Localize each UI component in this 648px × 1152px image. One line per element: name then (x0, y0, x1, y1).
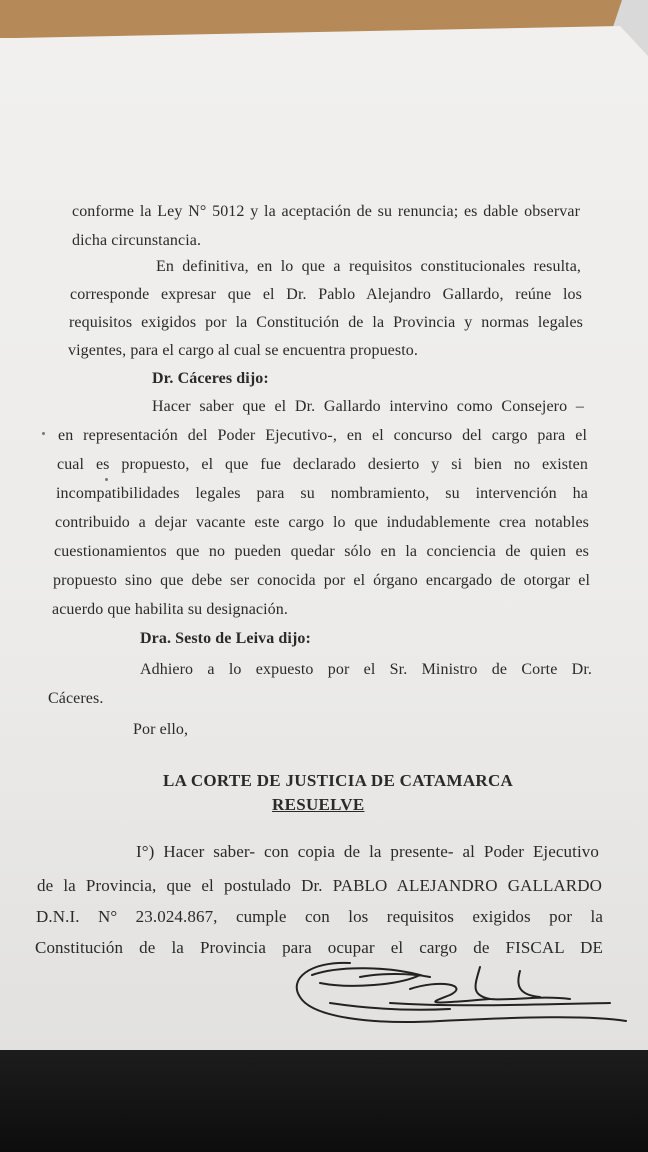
text-line: de la Provincia, que el postulado Dr. PABLO ALEJANDRO GALLARDO (37, 876, 602, 895)
text-line: D.N.I. N° 23.024.867, cumple con los requisitos exigidos por la (36, 907, 603, 926)
text-line: cuestionamientos que no pueden quedar sólo en la conciencia de quien es (54, 543, 589, 560)
text-line: Adhiero a lo expuesto por el Sr. Ministro de Corte Dr. (140, 661, 592, 678)
text-line: corresponde expresar que el Dr. Pablo Alejandro Gallardo, reúne los (70, 286, 582, 303)
text-line: I°) Hacer saber- con copia de la presente- al Poder Ejecutivo (136, 842, 599, 861)
text-line: cual es propuesto, el que fue declarado desierto y si bien no existen (57, 456, 588, 473)
text-line: dicha circunstancia. (72, 232, 202, 249)
text-line: requisitos exigidos por la Constitución de la Provincia y normas legales (69, 314, 583, 331)
signature (290, 955, 630, 1035)
speaker-heading: Dr. Cáceres dijo: (152, 370, 269, 387)
text-line: acuerdo que habilita su designación. (52, 601, 288, 618)
text-line: En definitiva, en lo que a requisitos constitucionales resulta, (156, 258, 581, 275)
text-line: propuesto sino que debe ser conocida por el órgano encargado de otorgar el (53, 572, 590, 589)
text-line: Hacer saber que el Dr. Gallardo intervino como Consejero – (152, 398, 584, 415)
text-line: Constitución de la Provincia para ocupar el cargo de FISCAL DE (35, 938, 603, 957)
text-line: conforme la Ley N° 5012 y la aceptación de su renuncia; es dable observar (72, 203, 580, 220)
text-line: incompatibilidades legales para su nombramiento, su intervención ha (56, 485, 588, 502)
resolution-heading: RESUELVE (272, 795, 365, 814)
text-line: contribuido a dejar vacante este cargo lo que indudablemente crea notables (55, 514, 589, 531)
text-line: Cáceres. (48, 690, 104, 707)
text-line: vigentes, para el cargo al cual se encuentra propuesto. (68, 342, 418, 359)
desk-surface (0, 1040, 648, 1152)
text-line: en representación del Poder Ejecutivo-, en el concurso del cargo para el (58, 427, 587, 444)
document-page (0, 26, 648, 1050)
court-title: LA CORTE DE JUSTICIA DE CATAMARCA (163, 771, 514, 790)
margin-mark (42, 432, 45, 435)
margin-mark (105, 478, 108, 481)
text-line: Por ello, (133, 721, 189, 738)
speaker-heading: Dra. Sesto de Leiva dijo: (140, 630, 311, 647)
